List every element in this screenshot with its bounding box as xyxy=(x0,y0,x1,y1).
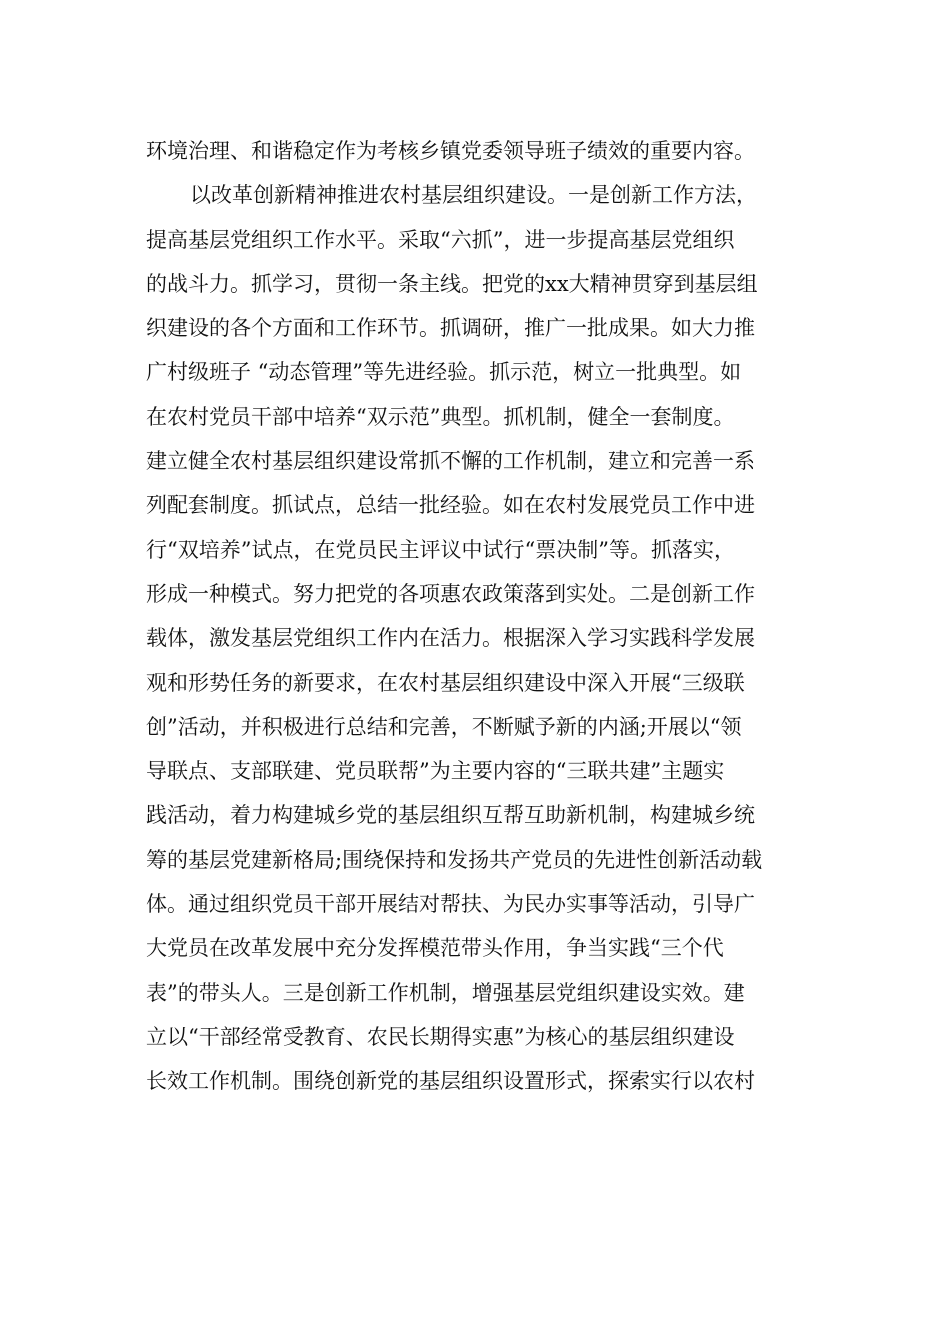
text-line: 大党员在改革发展中充分发挥模范带头作用，争当实践“三个代 xyxy=(146,936,724,961)
text-line: 载体，激发基层党组织工作内在活力。根据深入学习实践科学发展 xyxy=(146,626,755,651)
text-line: 建立健全农村基层组织建设常抓不懈的工作机制，建立和完善一系 xyxy=(146,449,755,474)
text-line: 环境治理、和谐稳定作为考核乡镇党委领导班子绩效的重要内容。 xyxy=(146,139,755,163)
text-line: 列配套制度。抓试点，总结一批经验。如在农村发展党员工作中进 xyxy=(146,493,755,518)
text-line: 践活动，着力构建城乡党的基层组织互帮互助新机制，构建城乡统 xyxy=(146,803,755,828)
text-line: 织建设的各个方面和工作环节。抓调研，推广一批成果。如大力推 xyxy=(146,316,755,341)
body-text xyxy=(146,129,806,1104)
text-line: 创”活动，并积极进行总结和完善，不断赋予新的内涵;开展以“领 xyxy=(146,714,742,739)
text-line: 表”的带头人。三是创新工作机制，增强基层党组织建设实效。建 xyxy=(146,980,745,1005)
text-line: 导联点、支部联建、党员联帮”为主要内容的“三联共建”主题实 xyxy=(146,759,725,784)
text-line: 广村级班子 “动态管理”等先进经验。抓示范，树立一批典型。如 xyxy=(146,360,742,385)
paragraph-first-line: 以改革创新精神推进农村基层组织建设。一是创新工作方法， xyxy=(190,183,757,208)
text-line: 观和形势任务的新要求，在农村基层组织建设中深入开展“三级联 xyxy=(146,670,745,695)
text-line: 提高基层党组织工作水平。采取“六抓”，进一步提高基层党组织 xyxy=(146,227,735,252)
text-line: 长效工作机制。围绕创新党的基层组织设置形式，探索实行以农村 xyxy=(146,1069,755,1094)
text-line: 体。通过组织党员干部开展结对帮扶、为民办实事等活动，引导广 xyxy=(146,892,755,917)
text-line: 行“双培养”试点，在党员民主评议中试行“票决制”等。抓落实， xyxy=(146,537,735,562)
text-line: 形成一种模式。努力把党的各项惠农政策落到实处。二是创新工作 xyxy=(146,581,755,606)
text-line: 立以“干部经常受教育、农民长期得实惠”为核心的基层组织建设 xyxy=(146,1024,735,1049)
text-line: 筹的基层党建新格局;围绕保持和发扬共产党员的先进性创新活动载 xyxy=(146,847,763,872)
text-line: 的战斗力。抓学习，贯彻一条主线。把党的xx大精神贯穿到基层组 xyxy=(146,271,758,296)
text-line: 在农村党员干部中培养“双示范”典型。抓机制，健全一套制度。 xyxy=(146,404,735,429)
